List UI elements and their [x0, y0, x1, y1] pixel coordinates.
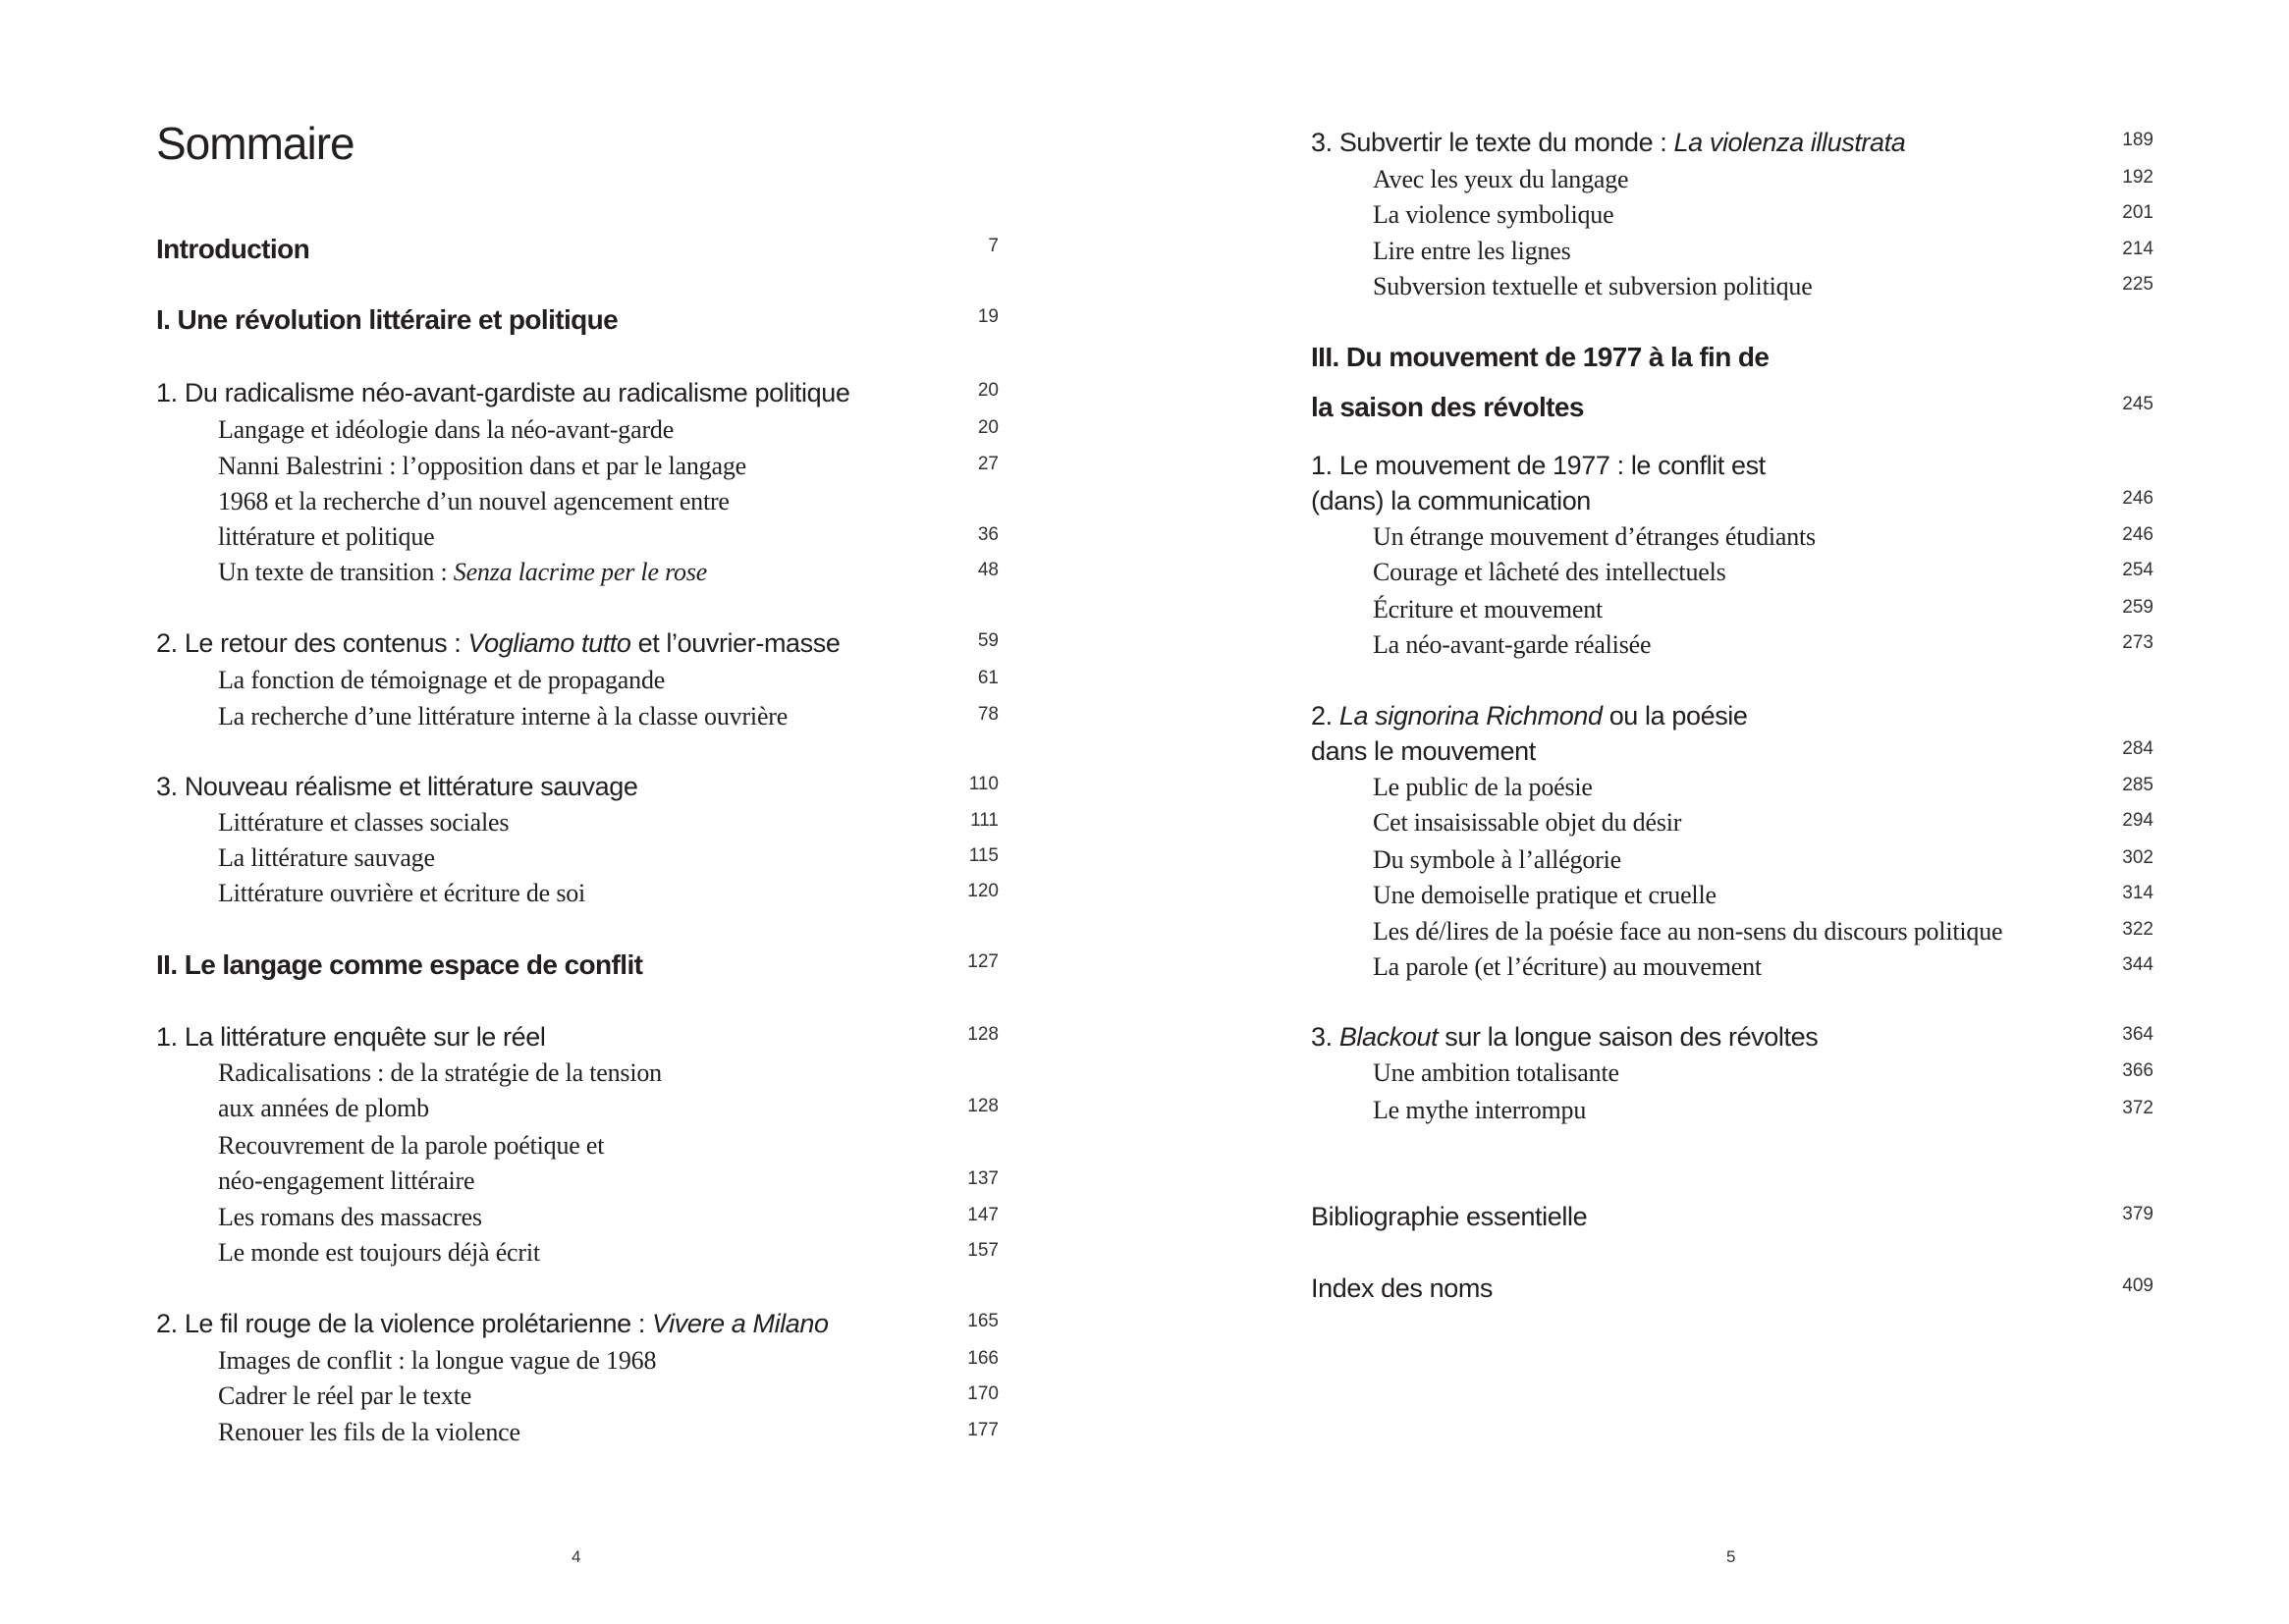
toc-entry-sub	[0, 879, 1144, 918]
toc-page-number: 157	[967, 1240, 999, 1261]
right-page	[1145, 0, 2289, 1624]
toc-page-number: 128	[967, 1024, 999, 1045]
toc-entry-sub	[0, 1131, 1144, 1170]
toc-entry-sub	[0, 415, 1144, 455]
toc-page-number: 254	[2122, 560, 2153, 580]
title-segment: Cet insaisissable objet du désir	[1373, 808, 1682, 837]
title-segment: néo-engagement littéraire	[218, 1166, 475, 1195]
toc-entry-title	[1311, 392, 1584, 423]
title-segment: Radicalisations : de la stratégie de la tension	[218, 1058, 662, 1087]
toc-page-number: 127	[967, 951, 999, 972]
title-segment: Introduction	[156, 234, 310, 264]
title-segment: Une ambition totalisante	[1373, 1058, 1619, 1087]
toc-entry-part	[0, 234, 1144, 273]
title-segment: Un texte de transition :	[218, 558, 454, 586]
toc-entry-title	[156, 772, 637, 802]
toc-entry-chapter	[1145, 1022, 2289, 1061]
title-segment: Index des noms	[1311, 1273, 1494, 1303]
toc-entry-title	[218, 1381, 471, 1411]
title-segment: Les romans des massacres	[218, 1203, 482, 1231]
title-segment: La néo-avant-garde réalisée	[1373, 630, 1652, 659]
toc-page-number: 20	[977, 417, 999, 438]
title-segment: 2.	[1311, 701, 1339, 731]
italic-title-segment: Blackout	[1338, 1022, 1439, 1052]
toc-entry-sub	[0, 1418, 1144, 1457]
toc-page-number: 245	[2122, 394, 2153, 414]
toc-entry-sub	[1145, 200, 2289, 240]
toc-entry-title	[218, 1346, 656, 1376]
toc-page-number: 246	[2122, 524, 2153, 545]
title-segment: Le mythe interrompu	[1373, 1096, 1587, 1124]
title-segment: Recouvrement de la parole poétique et	[218, 1131, 605, 1160]
toc-entry-title	[156, 378, 849, 408]
toc-entry-chapter	[0, 1309, 1144, 1348]
toc-entry-title	[1373, 881, 1717, 910]
italic-title-segment: La signorina Richmond	[1338, 701, 1603, 731]
toc-page-number: 284	[2122, 738, 2153, 759]
toc-entry-sub	[0, 1203, 1144, 1242]
toc-entry-sub	[0, 1381, 1144, 1421]
toc-page-number: 259	[2122, 597, 2153, 618]
toc-entry-sub	[1145, 773, 2289, 812]
italic-title-segment: Vivere a Milano	[652, 1309, 829, 1338]
title-segment: 3.	[1311, 1022, 1339, 1052]
italic-title-segment: Vogliamo tutto	[467, 628, 631, 658]
toc-entry-sub	[1145, 272, 2289, 311]
toc-entry-chapter	[0, 772, 1144, 811]
title-segment: aux années de plomb	[218, 1094, 429, 1122]
toc-entry-title	[218, 1058, 662, 1088]
title-segment: La littérature sauvage	[218, 843, 435, 872]
title-segment: 1968 et la recherche d’un nouvel agencement entre	[218, 487, 730, 515]
title-segment: la saison des révoltes	[1311, 392, 1584, 422]
toc-page-number: 364	[2122, 1024, 2153, 1045]
toc-page-number: 78	[977, 704, 999, 725]
toc-page-number: 314	[2122, 883, 2153, 903]
page-number: 4	[572, 1547, 581, 1566]
toc-entry-sub	[1145, 808, 2289, 847]
toc-entry-title	[218, 522, 434, 552]
toc-entry-sub	[0, 1238, 1144, 1277]
toc-entry-chapter	[1145, 736, 2289, 776]
toc-page-number: 177	[967, 1420, 999, 1440]
toc-page-number: 7	[988, 236, 999, 256]
toc-page-number: 214	[2122, 239, 2153, 259]
toc-page-number: 111	[970, 810, 999, 831]
title-segment: littérature et politique	[218, 522, 435, 551]
toc-entry-title	[1373, 200, 1613, 230]
toc-page-number: 120	[967, 881, 999, 901]
title-segment: et l’ouvrier-masse	[630, 628, 841, 658]
toc-entry-sub	[0, 452, 1144, 491]
toc-entry-part	[0, 304, 1144, 344]
toc-entry-title	[218, 1203, 482, 1232]
title-segment: Subversion textuelle et subversion politique	[1373, 272, 1813, 300]
title-segment: Langage et idéologie dans la néo-avant-garde	[218, 415, 675, 444]
toc-entry-chapter	[1145, 128, 2289, 167]
toc-entry-title	[1373, 522, 1816, 552]
toc-page-number: 294	[2122, 810, 2153, 831]
toc-page-number: 19	[977, 306, 999, 327]
toc-entry-sub	[0, 808, 1144, 847]
toc-page-number: 366	[2122, 1060, 2153, 1081]
toc-page-number: 137	[967, 1168, 999, 1189]
toc-entry-title	[1311, 1022, 1818, 1053]
toc-entry-sub	[1145, 522, 2289, 562]
toc-entry-sub	[1145, 595, 2289, 634]
toc-entry-sub	[1145, 237, 2289, 276]
toc-entry-title	[1373, 952, 1762, 982]
toc-entry-title	[1373, 917, 2002, 947]
toc-entry-title	[218, 1166, 474, 1196]
title-segment: 2. Le fil rouge de la violence prolétarienne :	[156, 1309, 653, 1338]
toc-entry-sub	[1145, 1096, 2289, 1135]
title-segment: I. Une révolution littéraire et politique	[156, 304, 619, 335]
title-segment: Écriture et mouvement	[1373, 595, 1604, 623]
toc-entry-title	[1373, 558, 1726, 587]
toc-entry-title	[156, 628, 840, 659]
toc-page-number: 170	[967, 1383, 999, 1404]
toc-entry-title	[1311, 451, 1766, 481]
toc-entry-chapter	[1145, 451, 2289, 490]
title-segment: II. Le langage comme espace de conflit	[156, 949, 643, 980]
toc-entry-sub	[0, 522, 1144, 562]
toc-page-number: 166	[967, 1348, 999, 1369]
title-segment: (dans) la communication	[1311, 486, 1591, 515]
toc-entry-title	[1373, 773, 1593, 802]
toc-entry-sub	[1145, 845, 2289, 885]
toc-entry-title	[1373, 845, 1621, 875]
toc-entry-title	[156, 1022, 545, 1053]
title-segment: Cadrer le réel par le texte	[218, 1381, 472, 1410]
toc-entry-sub	[0, 1094, 1144, 1133]
toc-page-number: 285	[2122, 775, 2153, 795]
toc-page-number: 128	[967, 1096, 999, 1116]
toc-entry-title	[1373, 165, 1628, 194]
toc-entry-chapter	[0, 1022, 1144, 1061]
title-segment: Courage et lâcheté des intellectuels	[1373, 558, 1726, 586]
title-segment: Images de conflit : la longue vague de 1968	[218, 1346, 657, 1375]
toc-entry-part	[1145, 392, 2289, 431]
title-segment: La recherche d’une littérature interne à la classe ouvrière	[218, 702, 789, 731]
toc-entry-chapter	[1145, 701, 2289, 740]
title-segment: La fonction de témoignage et de propagande	[218, 666, 666, 694]
toc-entry-title	[1373, 1058, 1619, 1088]
toc-page-number: 110	[968, 774, 999, 794]
toc-entry-sub	[0, 1346, 1144, 1385]
title-segment: Le public de la poésie	[1373, 773, 1593, 801]
toc-entry-title	[156, 304, 618, 336]
toc-entry-sub	[1145, 165, 2289, 204]
title-segment: La parole (et l’écriture) au mouvement	[1373, 952, 1762, 981]
toc-page-number: 379	[2122, 1204, 2153, 1224]
toc-page-number: 36	[977, 524, 999, 545]
toc-page-number: 246	[2122, 488, 2153, 509]
toc-entry-sub	[1145, 881, 2289, 920]
toc-entry-sub	[0, 702, 1144, 741]
toc-entry-chapter	[0, 378, 1144, 417]
toc-entry-title	[218, 879, 585, 908]
toc-entry-title	[1311, 1273, 1493, 1304]
toc-entry-title	[1373, 630, 1651, 660]
toc-page-number: 344	[2122, 954, 2153, 975]
toc-entry-title	[1373, 272, 1813, 301]
title-segment: Nanni Balestrini : l’opposition dans et par le langage	[218, 452, 746, 480]
toc-entry-part	[1145, 342, 2289, 381]
toc-page-number: 147	[967, 1205, 999, 1225]
title-segment: 1. Le mouvement de 1977 : le conflit est	[1311, 451, 1766, 480]
toc-page-number: 115	[968, 845, 999, 866]
toc-entry-title	[1311, 486, 1591, 516]
toc-page-number: 201	[2122, 202, 2153, 223]
toc-entry-sub	[0, 1166, 1144, 1206]
title-segment: III. Du mouvement de 1977 à la fin de	[1311, 342, 1770, 372]
toc-entry-title	[218, 702, 788, 731]
toc-page-number: 372	[2122, 1098, 2153, 1118]
title-segment: Bibliographie essentielle	[1311, 1202, 1588, 1231]
toc-page-number: 165	[967, 1311, 999, 1331]
toc-page-number: 27	[977, 454, 999, 474]
title-segment: 1. Du radicalisme néo-avant-gardiste au radicalisme politique	[156, 378, 850, 407]
toc-entry-title	[218, 666, 665, 695]
toc-entry-part	[0, 949, 1144, 989]
title-segment: 3. Nouveau réalisme et littérature sauvage	[156, 772, 638, 801]
toc-entry-title	[156, 949, 642, 981]
toc-entry-title	[218, 558, 707, 587]
title-segment: Lire entre les lignes	[1373, 237, 1571, 265]
toc-entry-sub	[0, 666, 1144, 705]
toc-entry-title	[218, 808, 509, 838]
italic-title-segment: La violenza illustrata	[1673, 128, 1906, 157]
toc-page-number: 409	[2122, 1275, 2153, 1296]
title-segment: Un étrange mouvement d’étranges étudiants	[1373, 522, 1816, 551]
title-segment: dans le mouvement	[1311, 736, 1536, 766]
left-page	[0, 0, 1144, 1624]
toc-entry-title	[156, 1309, 829, 1339]
toc-page-number: 273	[2122, 632, 2153, 653]
toc-entry-title	[218, 843, 435, 873]
title-segment: La violence symbolique	[1373, 200, 1614, 229]
toc-page-number: 48	[977, 560, 999, 580]
title-segment: Le monde est toujours déjà écrit	[218, 1238, 540, 1267]
title-segment: Du symbole à l’allégorie	[1373, 845, 1621, 874]
title-segment: Littérature et classes sociales	[218, 808, 510, 837]
toc-entry-title	[218, 452, 746, 481]
title-segment: 3. Subvertir le texte du monde :	[1311, 128, 1674, 157]
toc-page-number: 61	[977, 668, 999, 688]
title-segment: 2. Le retour des contenus :	[156, 628, 468, 658]
toc-entry-title	[1373, 808, 1681, 838]
toc-entry-sub	[0, 558, 1144, 597]
toc-entry-title	[1373, 237, 1571, 266]
toc-entry-title	[1311, 1202, 1587, 1232]
toc-entry-biblio	[1145, 1273, 2289, 1313]
toc-page-number: 302	[2122, 847, 2153, 868]
title-segment: ou la poésie	[1602, 701, 1748, 731]
title-segment: Les dé/lires de la poésie face au non-sens du discours politique	[1373, 917, 2003, 946]
toc-entry-title	[218, 1238, 540, 1268]
page-number: 5	[1726, 1547, 1736, 1566]
toc-page-number: 189	[2122, 130, 2153, 150]
toc-entry-biblio	[1145, 1202, 2289, 1241]
toc-entry-chapter	[0, 628, 1144, 668]
toc-entry-sub	[0, 843, 1144, 883]
page-title: Sommaire	[156, 118, 354, 169]
toc-entry-sub	[1145, 1058, 2289, 1098]
toc-entry-title	[1311, 736, 1536, 767]
title-segment: Renouer les fils de la violence	[218, 1418, 520, 1446]
title-segment: 1. La littérature enquête sur le réel	[156, 1022, 546, 1052]
toc-entry-title	[218, 1418, 520, 1447]
toc-entry-title	[218, 1131, 604, 1161]
toc-page-number: 20	[977, 380, 999, 401]
title-segment: Une demoiselle pratique et cruelle	[1373, 881, 1717, 909]
toc-entry-sub	[1145, 630, 2289, 670]
toc-entry-sub	[1145, 952, 2289, 992]
toc-page-number: 225	[2122, 274, 2153, 295]
toc-entry-title	[1373, 1096, 1586, 1125]
toc-entry-sub	[1145, 558, 2289, 597]
toc-entry-title	[1373, 595, 1603, 624]
toc-entry-title	[1311, 342, 1769, 373]
toc-entry-title	[1311, 128, 1905, 158]
title-segment: sur la longue saison des révoltes	[1438, 1022, 1819, 1052]
toc-entry-title	[218, 487, 730, 516]
toc-page-number: 322	[2122, 919, 2153, 940]
italic-title-segment: Senza lacrime per le rose	[453, 558, 708, 586]
toc-entry-title	[1311, 701, 1748, 731]
toc-entry-title	[218, 1094, 429, 1123]
toc-entry-sub	[0, 1058, 1144, 1098]
toc-page-number: 59	[977, 630, 999, 651]
title-segment: Littérature ouvrière et écriture de soi	[218, 879, 586, 907]
toc-entry-sub	[1145, 917, 2289, 956]
toc-entry-title	[156, 234, 309, 265]
toc-entry-sub	[0, 487, 1144, 526]
toc-entry-title	[218, 415, 674, 445]
toc-page-number: 192	[2122, 167, 2153, 188]
toc-entry-chapter	[1145, 486, 2289, 525]
title-segment: Avec les yeux du langage	[1373, 165, 1629, 193]
